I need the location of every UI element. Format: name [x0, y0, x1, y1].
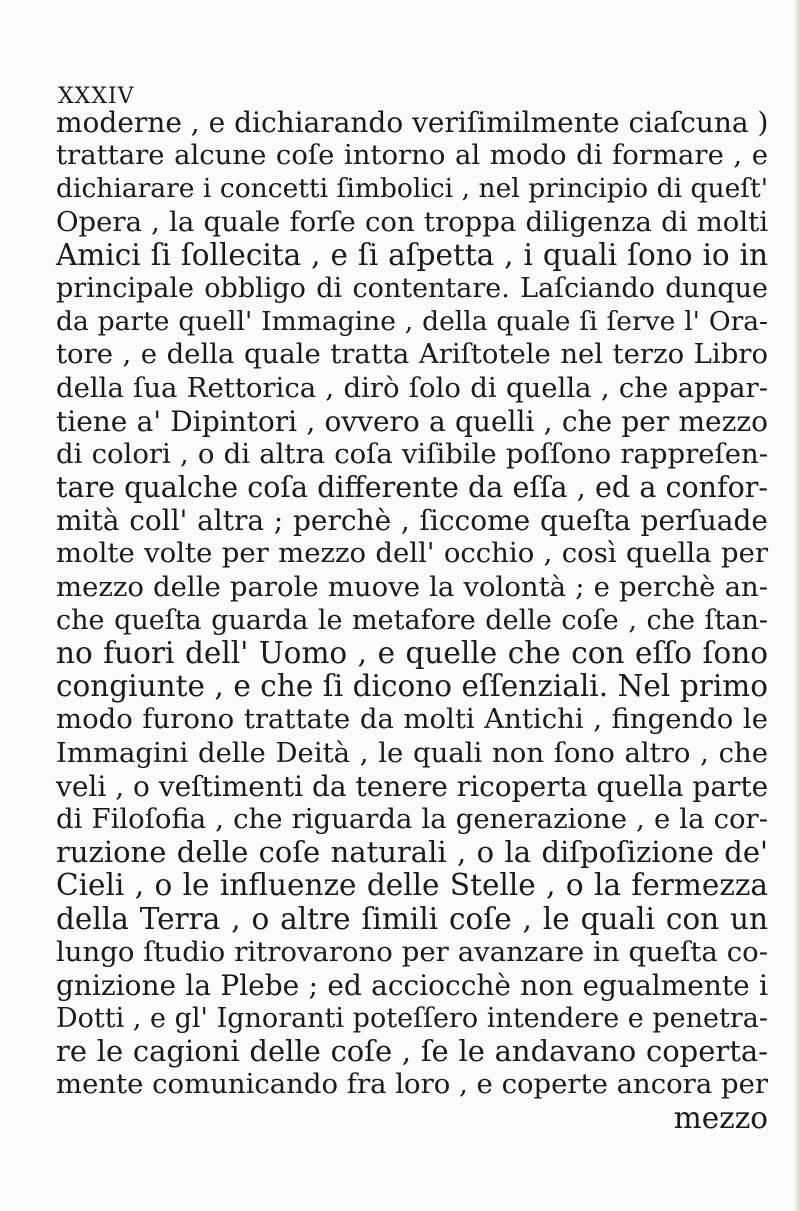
- text-line: trattare alcune coſe intorno al modo di formare , e: [56, 139, 768, 172]
- text-line: moderne , e dichiarando veriſimilmente ciaſcuna ): [56, 106, 769, 139]
- text-line: molte volte per mezzo dell' occhio , così quella per: [56, 537, 768, 570]
- page-number: XXXIV: [58, 84, 135, 109]
- text-line: no fuori dell' Uomo , e quelle che con eſſo ſono: [56, 636, 768, 670]
- text-line: re le cagioni delle coſe , ſe le andavano coperta-: [56, 1034, 768, 1069]
- text-line: modo furono trattate da molti Antichi , fingendo le: [56, 703, 768, 736]
- text-line: congiunte , e che ſi dicono eſſenziali. Nel primo: [56, 669, 768, 704]
- text-line: Opera , la quale forſe con troppa diligenza di molti: [56, 205, 768, 238]
- text-line: Dotti , e gl' Ignoranti poteſſero intendere e penetra-: [56, 1003, 768, 1035]
- catchword: mezzo: [673, 1100, 768, 1135]
- text-line: Cieli , o le influenze delle Stelle , o la fermezza: [56, 868, 768, 903]
- text-line: lungo ſtudio ritrovarono per avanzare in queſta co-: [56, 935, 768, 968]
- text-line: tiene a' Dipintori , ovvero a quelli , che per mezzo: [56, 404, 768, 438]
- text-line: tare qualche coſa differente da eſſa , ed a confor-: [56, 471, 768, 505]
- text-line: della Terra , o altre ſimili coſe , le quali con un: [56, 901, 768, 936]
- text-line: dichiarare i concetti ſimbolici , nel principio di queſt': [56, 173, 768, 205]
- text-line: Amici ſi ſollecita , e ſi aſpetta , i quali ſono io in: [56, 237, 768, 272]
- text-line: gnizione la Plebe ; ed acciocchè non egualmente i: [56, 968, 768, 1002]
- page-edge-shadow: [794, 0, 800, 1211]
- text-line: tore , e della quale tratta Ariſtotele nel terzo Libro: [56, 338, 768, 371]
- text-line: mezzo delle parole muove la volontà ; e perchè an-: [56, 570, 768, 603]
- text-line: di colori , o di altra coſa viſibile poſſono rappreſen-: [56, 437, 768, 470]
- text-line: veli , o veſtimenti da tenere ricoperta quella parte: [56, 769, 769, 803]
- text-line: della ſua Rettorica , dirò ſolo di quella , che appar-: [56, 371, 768, 404]
- text-line: che queſta guarda le metafore delle coſe , che ſtan-: [56, 604, 768, 636]
- text-line: di Filoſofia , che riguarda la generazione , e la cor-: [56, 802, 768, 835]
- text-line: principale obbligo di contentare. Laſciando dunque: [56, 272, 768, 304]
- text-line: Immagini delle Deità , le quali non ſono altro , che: [56, 736, 768, 769]
- text-line: mente comunicando fra loro , e coperte ancora per: [56, 1068, 768, 1101]
- body-text: [56, 106, 768, 1135]
- text-line: da parte quell' Immagine , della quale ſi ſerve l' Ora-: [56, 306, 768, 338]
- text-line: ruzione delle coſe naturali , o la diſpoſizione de': [56, 835, 768, 870]
- text-line: mità coll' altra ; perchè , ſiccome queſta perſuade: [56, 504, 768, 538]
